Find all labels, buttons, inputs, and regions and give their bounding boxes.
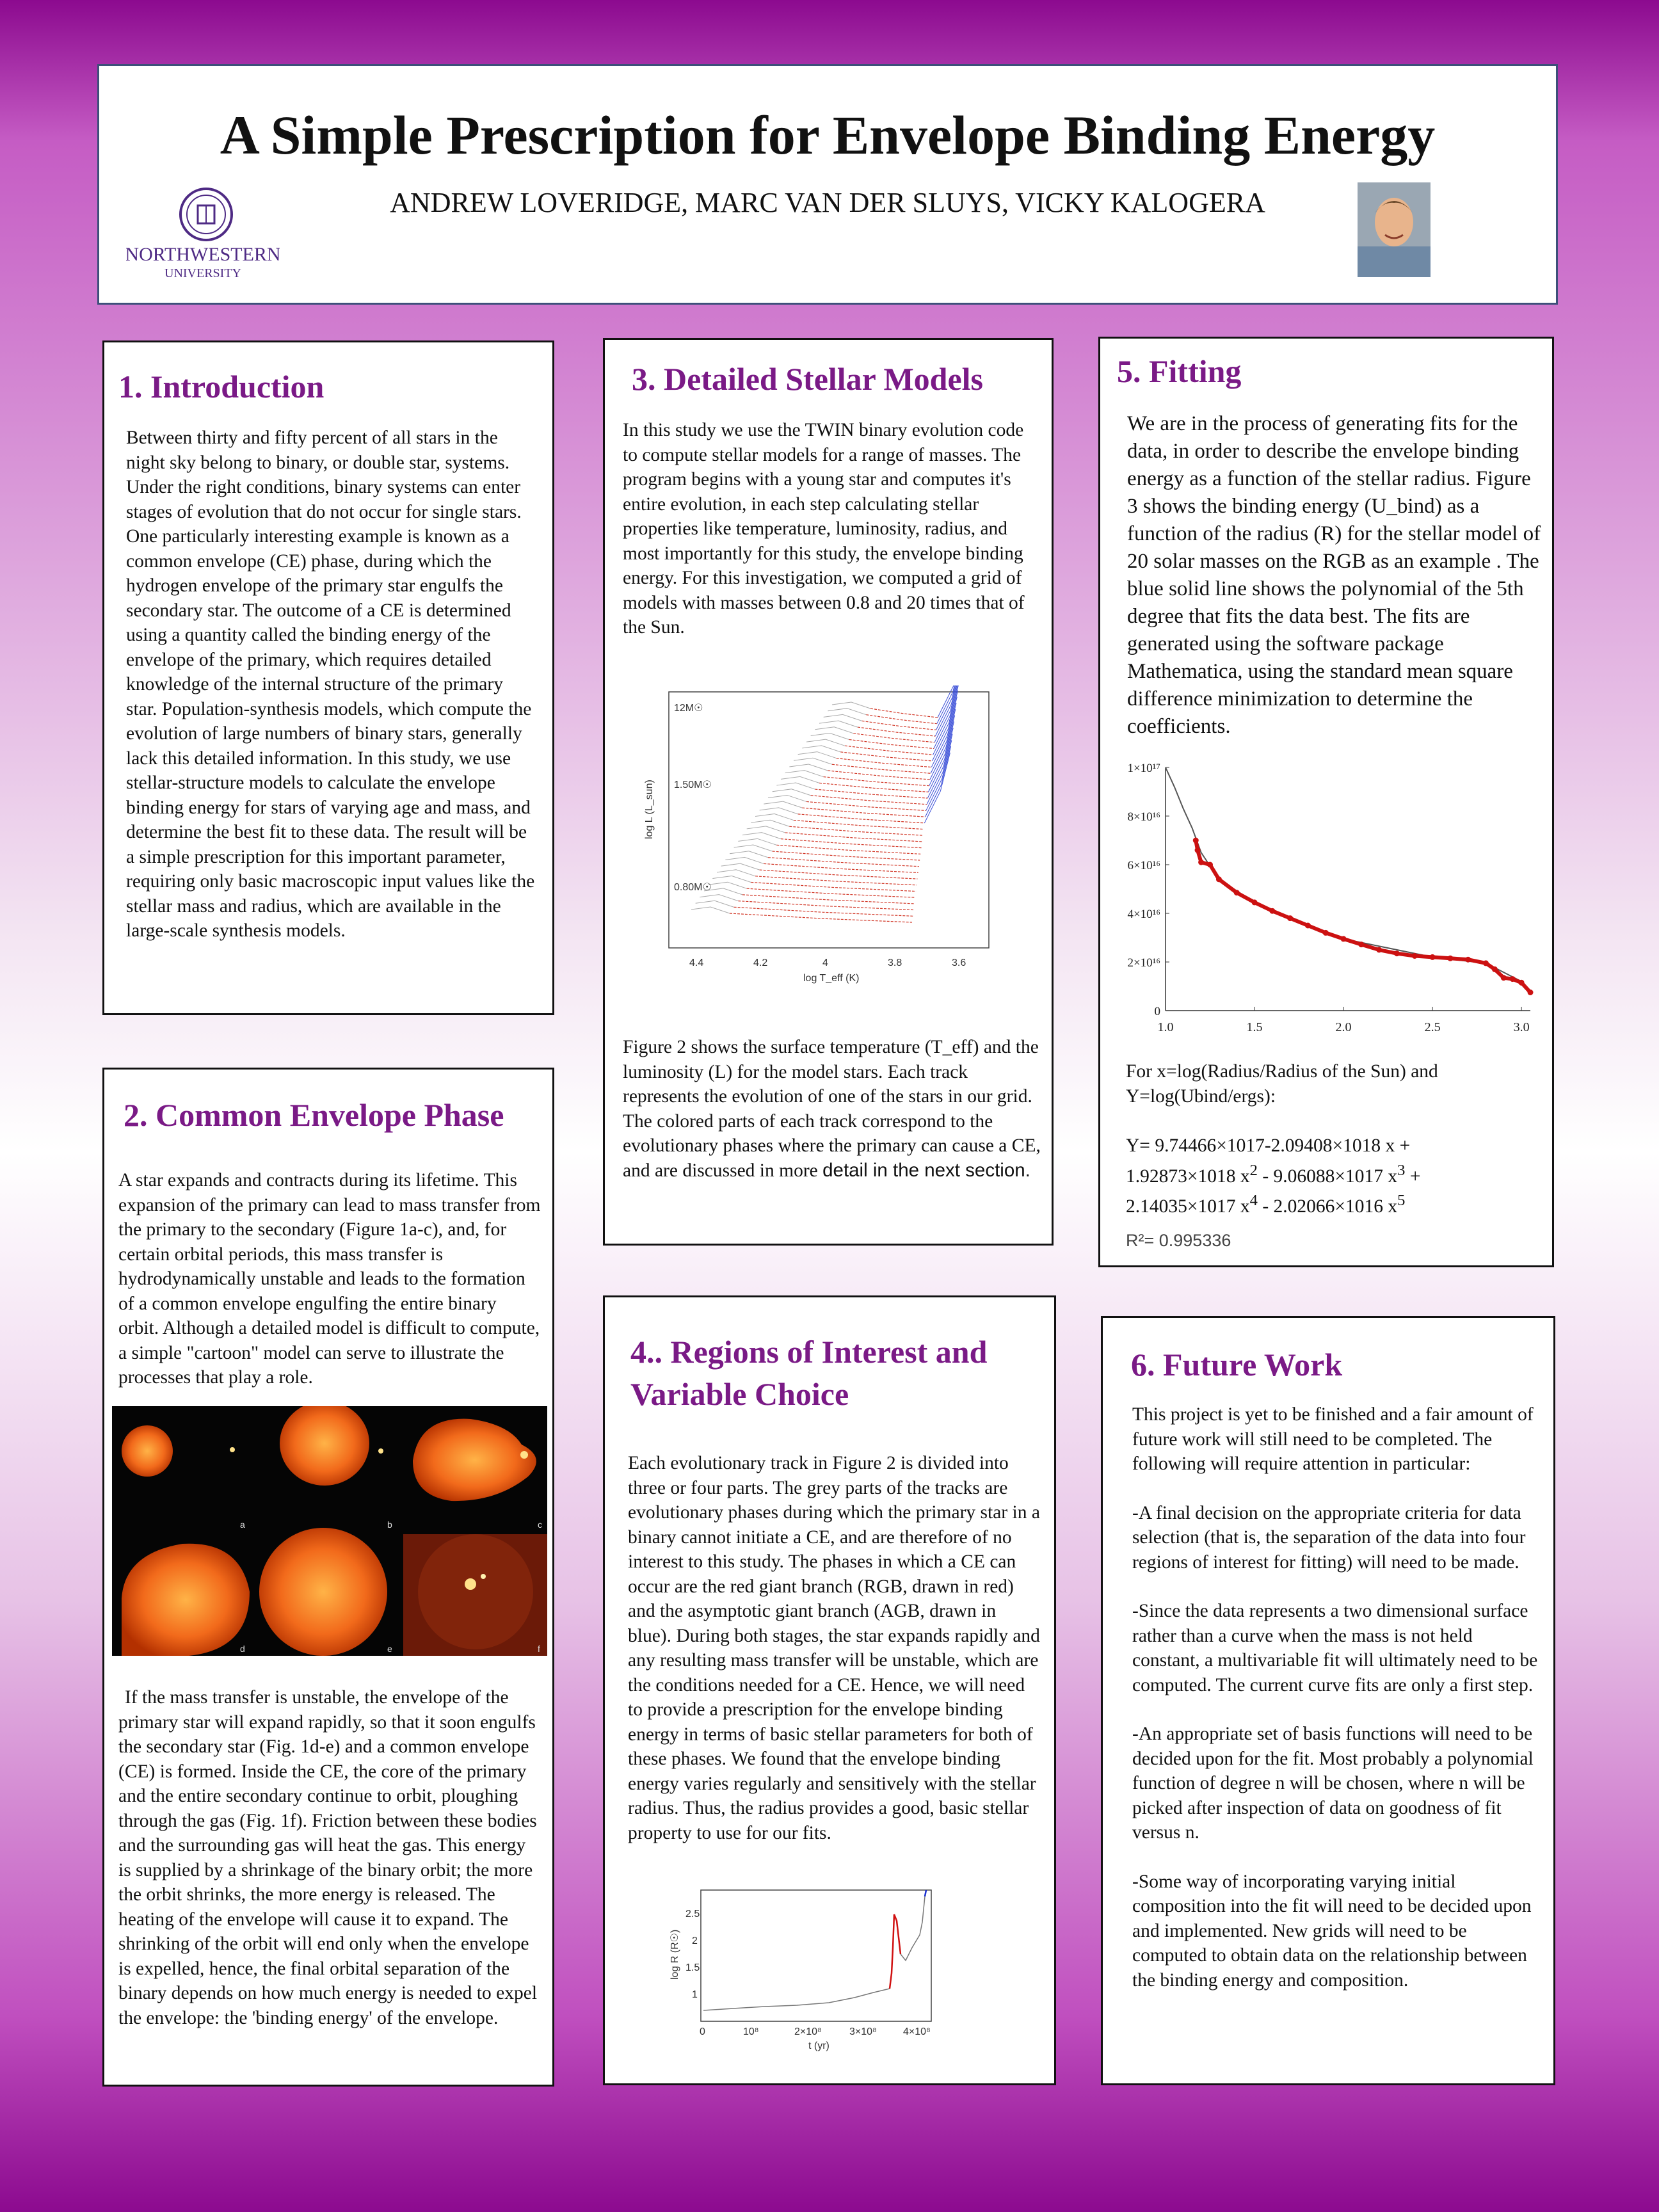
figure-radius-vs-time [669,1884,938,2056]
fit-x-tick-label: 1.0 [1157,1020,1174,1034]
eq-sup-3: 3 [1397,1161,1406,1179]
fitting-eq-line1: Y= 9.74466×1017-2.09408×1018 x + [1126,1135,1411,1156]
radius-xtick-5: 4×10⁸ [903,2026,931,2037]
radius-xtick-2: 10⁸ [743,2026,759,2037]
panel-label-b: b [387,1519,392,1530]
fit-data-point [1198,860,1204,865]
radius-xlabel: t (yr) [808,2040,830,2051]
fit-data-point [1207,862,1213,868]
panel-label-f: f [538,1644,540,1654]
fit-data-point [1234,890,1240,895]
eq-term-x4: 2.14035×1017 x [1126,1196,1250,1217]
stellar-models-text: In this study we use the TWIN binary evolution code to compute stellar models for a range of masses. The program begins with a young star and computes it's entire evolution, in each step calculating stellar properties like temperature, luminosity, radius, and most importantly for this study, the envelope binding energy. For this investigation, we computed a grid of models with masses between 0.8 and 20 times that of the Sun. [623,420,1025,637]
fit-polynomial-line [1166,767,1521,981]
header-panel [97,64,1558,305]
panel-label-a: a [240,1519,245,1530]
hr-xtick-1: 4.4 [689,958,704,968]
future-work-panel [1101,1316,1555,2085]
university-logo [126,181,280,284]
fit-data-point [1447,956,1453,961]
introduction-panel [102,341,554,1015]
radius-xtick-4: 3×10⁸ [849,2026,877,2037]
panel-label-d: d [240,1644,245,1654]
author-photo [1358,182,1431,277]
figure-2-caption-serif: Figure 2 shows the surface temperature (T_eff) and the luminosity (L) for the model stars. Each track represents the evolution of one of the stars in our grid. The colored parts of each track correspond to the evolutionary phases where the primary can cause a CE, and are discussed in more [623,1037,1041,1181]
common-envelope-panel [102,1068,554,2087]
stellar-models-panel [603,338,1054,1246]
eq-sup-4: 4 [1249,1191,1258,1209]
fitting-panel [1098,337,1554,1267]
fit-y-tick-label: 2×10¹⁶ [1127,956,1160,970]
future-work-p3: -Since the data represents a two dimensional surface rather than a curve when the mass is not held constant, a multivariable fit will ultimately need to be computed. The current curve fits are only a first step. [1132,1601,1538,1695]
fit-y-tick-label: 6×10¹⁶ [1127,859,1160,872]
future-work-p5: -Some way of incorporating varying initial composition into the fit will need to be decided upon and implemented. New grids will need to be computed to obtain data on the relationship between the binding energy and composition. [1132,1871,1532,1991]
fitting-eq-line3 [1126,1189,1548,1219]
fit-data-point [1358,942,1364,947]
figure-1-common-envelope-frames [112,1406,547,1656]
fit-data-point [1287,915,1293,921]
radius-ytick-2: 1.5 [685,1962,700,1973]
fit-y-tick-label: 1×10¹⁷ [1127,762,1160,775]
fitting-equation [1126,1134,1548,1219]
fitting-heading: 5. Fitting [1117,353,1242,389]
radius-xtick-1: 0 [700,2026,705,2037]
hr-mass-label-3: 1.50M☉ [674,780,712,790]
logo-line1: NORTHWESTERN [126,244,280,265]
fit-data-point [1430,954,1436,960]
fit-y-tick-label: 0 [1154,1005,1160,1018]
stellar-models-heading: 3. Detailed Stellar Models [632,361,983,397]
hr-mass-label-2: 12M☉ [674,703,703,714]
hr-ylabel: log L (L_sun) [644,780,655,839]
fit-y-tick-label: 8×10¹⁶ [1127,810,1160,824]
fitting-eq-line2 [1126,1158,1548,1189]
fitting-def-line2: Y=log(Ubind/ergs): [1126,1086,1276,1107]
fit-data-point [1501,975,1507,981]
eq-sup-2: 2 [1249,1161,1258,1179]
future-work-p2: -A final decision on the appropriate criteria for data selection (that is, the separation of the data into four regions of interest for fitting) will need to be made. [1132,1502,1526,1573]
figure-2-caption [623,1035,1045,1183]
panel-label-e: e [387,1644,392,1654]
fitting-text: We are in the process of generating fits for the data, in order to describe the envelope binding energy as a function of the stellar radius. Figure 3 shows the binding energy (U_bind) as a function of the radius (R) for the stellar model of 20 solar masses on the RGB as an example . The blue solid line shows the polynomial of the 5th degree that fits the data best. The fits are generated using the software package Mathematica, using the standard mean square difference minimization to determine the coefficients. [1127,412,1541,738]
eq-plus: + [1409,1166,1421,1187]
fit-x-tick-label: 1.5 [1246,1020,1263,1034]
radius-ylabel: log R (R☉) [669,1929,680,1980]
fit-x-tick-label: 3.0 [1513,1020,1530,1034]
fit-data-point [1376,947,1382,953]
fit-data-point [1252,899,1258,905]
fit-data-point [1492,966,1498,972]
radius-ytick-3: 2 [692,1936,698,1946]
hr-xtick-2: 4.2 [753,958,768,968]
radius-ytick-4: 2.5 [685,1909,700,1919]
fit-data-point [1193,838,1199,844]
fit-data-point [1269,908,1275,914]
introduction-text: Between thirty and fifty percent of all stars in the night sky belong to binary, or double star, systems. Under the right conditions, binary systems can enter stages of evolution that do not occur for single stars. One particularly interesting example is known as a common envelope (CE) phase, during which the hydrogen envelope of the primary star engulfs the secondary star. The outcome of a CE is determined using a quantity called the binding energy of the envelope of the primary, which requires detailed knowledge of the internal structure of the primary star. Population-synthesis models, which compute the evolution of large numbers of binary stars, generally lack this detailed information. In this study, we use stellar-structure models to calculate the envelope binding energy for stars of varying age and mass, and determine the best fit to these data. The result will be a simple prescription for this important parameter, requiring only basic macroscopic input values like the stellar mass and radius, which are available in the large-scale synthesis models. [126,428,535,941]
fit-data-point [1528,990,1534,995]
fitting-definitions [1126,1059,1548,1109]
fit-x-tick-label: 2.0 [1335,1020,1352,1034]
hr-xtick-5: 3.6 [952,958,966,968]
eq-term-x3: - 9.06088×1017 x [1262,1166,1398,1187]
figure-2-hr-diagram [630,685,1002,986]
future-work-text [1132,1402,1542,1992]
common-envelope-heading: 2. Common Envelope Phase [124,1097,504,1133]
hr-xtick-4: 3.8 [888,958,902,968]
eq-sup-5: 5 [1397,1191,1406,1209]
fit-data-point [1216,876,1222,882]
fit-data-point [1412,953,1418,959]
future-work-heading: 6. Future Work [1131,1347,1343,1382]
regions-heading-line1: 4.. Regions of Interest and [630,1334,988,1370]
fit-data-point [1341,936,1347,942]
regions-heading-line2: Variable Choice [630,1376,849,1412]
fit-data-point [1483,960,1489,966]
eq-term-x5: - 2.02066×1016 x [1262,1196,1398,1217]
poster-title: A Simple Prescription for Envelope Binding Energy [220,104,1436,166]
fit-data-point [1323,930,1329,936]
fit-data-point [1465,957,1471,963]
fit-data-trace [1196,840,1530,993]
fit-data-point [1195,847,1201,853]
poster-authors: ANDREW LOVERIDGE, MARC VAN DER SLUYS, VICKY KALOGERA [390,187,1265,218]
logo-line2: UNIVERSITY [164,266,241,280]
fit-data-point [1394,950,1400,956]
fit-data-point [1510,976,1516,982]
eq-term-x2: 1.92873×1018 x [1126,1166,1250,1187]
regions-panel [603,1295,1056,2085]
future-work-p1: This project is yet to be finished and a fair amount of future work will still need to be completed. The following will require attention in particular: [1132,1404,1534,1474]
fit-y-tick-label: 4×10¹⁶ [1127,908,1160,921]
fit-data-point [1519,980,1525,986]
common-envelope-text-1: A star expands and contracts during its lifetime. This expansion of the primary can lead to mass transfer from the primary to the secondary (Figure 1a-c), and, for certain orbital periods, this mass transfer is hydrodynamically unstable and leads to the formation of a common envelope engulfing the entire binary orbit. Although a detailed model is difficult to compute, a simple "cartoon" model can serve to illustrate the processes that play a role. [118,1170,541,1388]
hr-xtick-3: 4 [822,958,828,968]
fitting-r-squared: R²= 0.995336 [1126,1231,1231,1250]
introduction-heading: 1. Introduction [118,369,325,405]
fitting-def-line1: For x=log(Radius/Radius of the Sun) and [1126,1061,1438,1082]
hr-mass-label-4: 0.80M☉ [674,882,712,893]
future-work-p4: -An appropriate set of basis functions will need to be decided upon for the fit. Most probably a polynomial function of degree n will be chosen, where n will be picked after inspection of data on goodness of fit versus n. [1132,1724,1534,1843]
radius-xtick-3: 2×10⁸ [794,2026,822,2037]
panel-label-c: c [538,1519,542,1530]
regions-text: Each evolutionary track in Figure 2 is divided into three or four parts. The grey parts of the tracks are evolutionary phases during which the primary star in a binary cannot initiate a CE, and are therefore of no interest to this study. The phases in which a CE can occur are the red giant branch (RGB, drawn in red) and the asymptotic giant branch (AGB, drawn in blue). During both stages, the star expands rapidly and any resulting mass transfer will be unstable, which are the conditions needed for a CE. Hence, we will need to provide a prescription for the envelope binding energy in terms of basic stellar parameters for both of these phases. We found that the envelope binding energy varies regularly and sensitively with the stellar radius. Thus, the radius provides a good, basic stellar property to use for our fits. [628,1453,1040,1843]
fit-data-point [1305,923,1311,929]
radius-ytick-1: 1 [692,1989,698,2000]
fit-x-tick-label: 2.5 [1424,1020,1441,1034]
university-seal-icon [126,181,280,284]
hr-xlabel: log T_eff (K) [803,973,860,984]
figure-3-binding-energy-fit [1108,755,1550,1036]
common-envelope-text-2: If the mass transfer is unstable, the envelope of the primary star will expand rapidly, so that it soon engulfs the secondary star (Fig. 1d-e) and a common envelope (CE) is formed. Inside the CE, the core of the primary and the entire secondary continue to orbit, ploughing through the gas (Fig. 1f). Friction between these bodies and the surrounding gas will heat the gas. This energy is supplied by a shrinkage of the binary orbit; the more the orbit shrinks, the more energy is released. The heating of the envelope will cause it to expand. The shrinking of the orbit will end only when the envelope is expelled, hence, the final orbital separation of the binary depends on how much energy is needed to expel the envelope: the 'binding energy' of the envelope. [118,1687,538,2028]
figure-2-caption-sans: detail in the next section. [822,1159,1030,1181]
